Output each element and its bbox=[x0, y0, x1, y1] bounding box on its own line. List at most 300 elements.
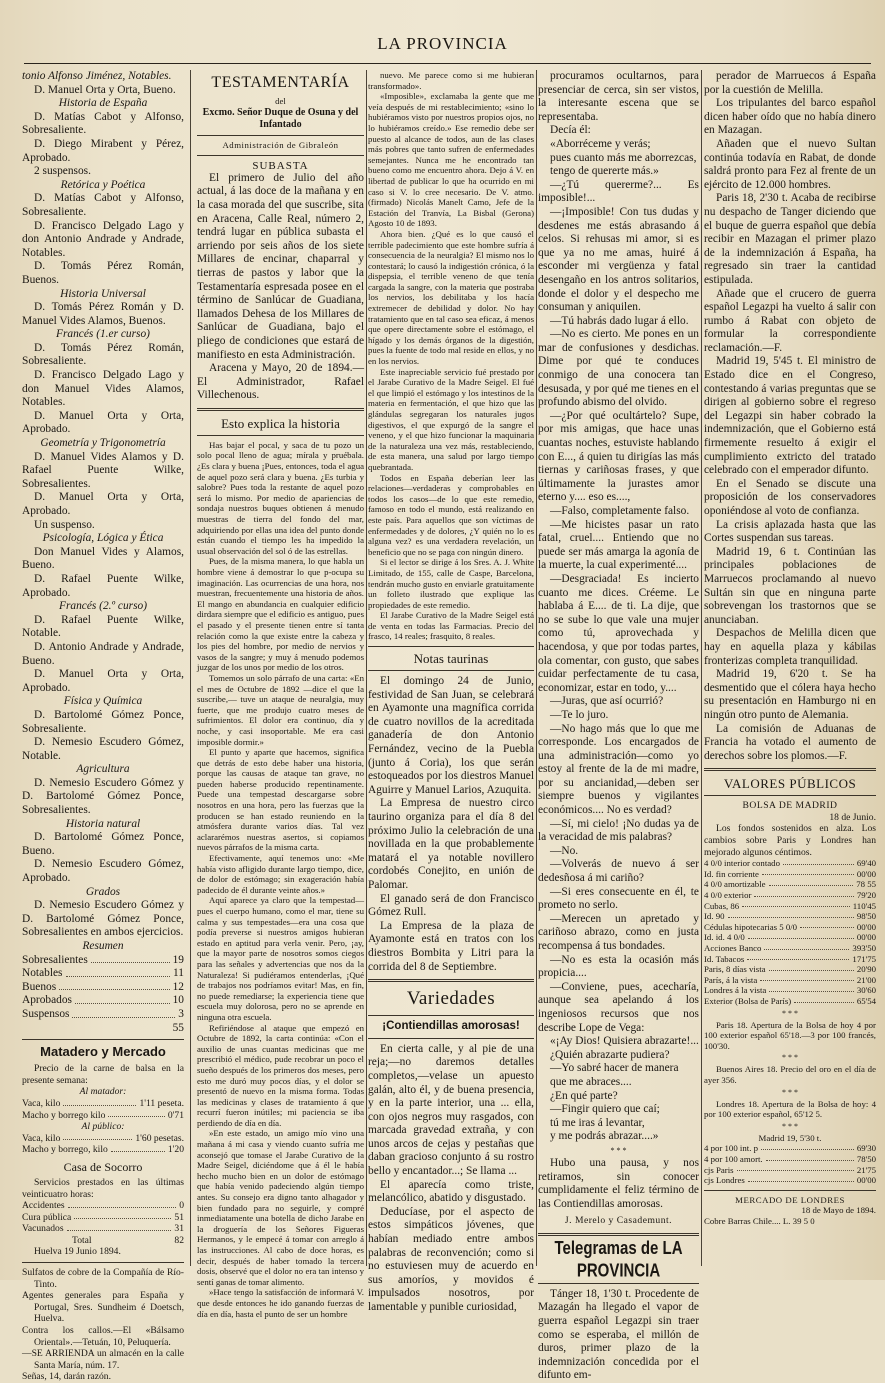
historia-continuation bbox=[368, 70, 534, 642]
result-line: D. Manuel Orta y Orta, Bueno. bbox=[34, 83, 176, 96]
dialogue-line: —¿Por qué ocultártelo? Supe, por mis amigas, que hace unas cuantas noches, estuviste hablando con E..., á quien tu dirigías las más tiernas y cariñosas frases, y que últimamente la jurastes amor eterno y.... eso es...., bbox=[538, 409, 699, 504]
leader-dots bbox=[108, 1110, 164, 1118]
row-value: 1'20 bbox=[167, 1144, 184, 1156]
resumen-row bbox=[22, 954, 184, 968]
row-value: 19 bbox=[172, 953, 184, 966]
row-label: Macho y borrego, kilo bbox=[22, 1144, 108, 1156]
historia-paragraph: »En este estado, un amigo mío vino una mañana á mi casa y viendo cuanto sufría me aconsejó que tomase el Jarabe Curativo de la Madre Seigel, diciéndome que á él le había hecho mucho bien en un dolor de estómago que había venido padeciendo algún tiempo antes. Su consejo era digno tanto alhagador y bien fundado para no seguirle, y compré inmediatamente una botella de dicho Jarabe en la droguería de los Señores Figueras Hermanos, y le empecé á tomar con arreglo á las instrucciones. Al cabo de doce horas, es decir, después de haber tomado la tercera dosis, observé que el dolor no era tan intenso y sentí ganas de tomar alimento. bbox=[197, 1128, 364, 1287]
mercado-title: MERCADO DE LONDRES bbox=[735, 1194, 845, 1205]
row-label: Aprobados bbox=[22, 994, 72, 1007]
row-label: Vaca, kilo bbox=[22, 1132, 61, 1144]
leader-dots bbox=[760, 975, 854, 982]
telegram-paragraph: Añade que el crucero de guerra español Legazpi ha vuelto á salir con rumbo á Rabat con objeto de formular la correspondiente reclamación.—F. bbox=[704, 287, 876, 354]
row-value: 78 55 bbox=[856, 879, 876, 890]
row-value: 69'40 bbox=[856, 858, 876, 869]
dialogue-line: —¿Tú quererme?... Es imposible!... bbox=[538, 178, 699, 205]
socorro-intro: Servicios prestados en las últimas veinticuatro horas: bbox=[22, 1176, 184, 1200]
leader-dots bbox=[794, 996, 854, 1003]
price-row bbox=[22, 1144, 184, 1156]
dialogue-line: pues cuanto más me aborrezcas, bbox=[550, 151, 697, 164]
leader-dots bbox=[766, 1154, 854, 1161]
row-label: Macho y borrego kilo bbox=[22, 1109, 106, 1121]
contiendillas-paragraph: El aparecía como triste, melancólico, abatido y disgustado. bbox=[368, 1178, 534, 1205]
row-label: Paris, 8 días vista bbox=[704, 964, 766, 975]
result-line: tonio Alfonso Jiménez, Notables. bbox=[22, 70, 172, 82]
contiendillas-paragraph: Decía él: bbox=[550, 124, 591, 137]
historia-paragraph: Aquí aparece ya claro que la tempestad—pues el cuerpo humano, como el mar, tiene su calma y sus tempestades—era una cosa que podía preverse si nuestros amigos hubieran estado en aptitud para verla venir. Pero, ¡ay, que la mayor parte de nosotros somos ciegos para las señales y advertencias que nos da la Naturaleza! Si pudiéramos entenderlas, ¡Qué de trabajos nos podríamos evitar! Mas, en fin, no puede remediarse; la experiencia tiene que escuela muy dolorosa, pero no se aprende en ninguna otra escuela. bbox=[197, 895, 364, 1022]
result-line: D. Tomás Pérez Román, Buenos. bbox=[22, 260, 184, 286]
madrid-row bbox=[704, 1143, 876, 1154]
leader-dots bbox=[800, 922, 854, 929]
historia-body bbox=[197, 440, 364, 1319]
subject-heading: Francés (1.er curso) bbox=[56, 328, 150, 341]
bolsa-row bbox=[704, 922, 876, 933]
matadero-subhead: Al público: bbox=[81, 1121, 125, 1133]
result-line: D. Nemesio Escudero Gómez y D. Bartolomé Gómez Ponce, Sobresalientes en ambos ejercicios. bbox=[22, 899, 184, 939]
row-label: 4 0/0 interior contado bbox=[704, 858, 780, 869]
bolsa-row bbox=[704, 954, 876, 965]
row-label: Id. id. 4 0/0 bbox=[704, 932, 745, 943]
ad-line: Sulfatos de cobre de la Compañía de Río-Tinto. bbox=[22, 1267, 184, 1290]
bolsa-table bbox=[704, 858, 876, 1006]
result-line: D. Rafael Puente Wilke, Aprobado. bbox=[22, 572, 184, 599]
historia-paragraph: Ahora bien. ¿Qué es lo que causó el terrible padecimiento que este hombre sufría á consecuencia de la neuralgia? El mismo nos lo contestará; lo causó la indigestión crónica, ó la dispepsia, el terrible veneno de que tenía cargada la sangre, con la materia que postraba los nervios, los debilitaba y los hacía extremecer de debilidad y dolor. No hay tratamiento que en tal caso sea eficaz, á menos que opere directamente sobre el estómago, el hígado y los demás órganos de la digestión, pues la fuente de todo mal reside en ellos, y no en los nervios. bbox=[368, 228, 534, 367]
section-rule bbox=[538, 1233, 699, 1236]
contiendillas-outro: Hubo una pausa, y nos retiramos, sin conocer cumplidamente el feliz término de las Contiendillas amorosas. bbox=[538, 1156, 699, 1210]
resumen-row bbox=[22, 994, 184, 1008]
telegram-paragraph: Madrid 19, 5'45 t. El ministro de Estado dice en el Congreso, contestando á varias preguntas que se dirigen al gobierno sobre el regreso del Legazpi sin haber cobrado la indemnización, que el Gobierno está firmemente resuelto á exigir el cumplimiento extricto del tratado celebrado con el emperador difunto. bbox=[704, 355, 876, 477]
matadero-prices bbox=[22, 1098, 184, 1121]
bolsa-row bbox=[704, 943, 876, 954]
leader-dots bbox=[761, 1143, 854, 1150]
matadero-intro: Precio de la carne de balsa en la presente semana: bbox=[22, 1063, 184, 1086]
column-divider bbox=[366, 70, 367, 1266]
socorro-total-label: Total bbox=[72, 1234, 92, 1246]
row-label: Cura pública bbox=[22, 1211, 72, 1223]
leader-dots bbox=[742, 901, 850, 908]
socorro-row bbox=[22, 1223, 184, 1235]
section-rule bbox=[197, 155, 364, 156]
telegram-paragraph: La comisión de Aduanas de Francia ha votado el aumento de derechos sobre los plomos.—F. bbox=[704, 722, 876, 762]
price-row bbox=[22, 1133, 184, 1145]
result-line: D. Nemesio Escudero Gómez y D. Bartolomé Gómez Ponce, Sobresalientes. bbox=[22, 776, 184, 817]
row-value: 21'00 bbox=[856, 974, 876, 985]
madrid-row bbox=[704, 1165, 876, 1176]
result-line: D. Manuel Orta y Orta, Aprobado. bbox=[22, 668, 184, 694]
dialogue-line: —Sí, mi cielo! ¡No dudas ya de la veracidad de mis palabras? bbox=[538, 817, 699, 844]
subasta-text: El primero de Julio del año actual, á las doce de la mañana y en la casa morada del que suscribe, sita en Aracena, Calle Real, número 2, tendrá lugar en pública subasta el arriendo por seis años de los siete Millares de encinar, chaparral y tierras de pastos y labor que la Testamentaría espresada posee en el término de Sanlúcar de Guadiana, llamados Dehesa de los Millares de Sanlúcar de Guadiana, bajo el pliego de condiciones que estará de manifiesto en esta Administración. bbox=[197, 171, 364, 361]
taurinas-paragraph: La Empresa de nuestro circo taurino organiza para el día 8 del próximo Julio la celebración de una novillada en la que probablemente matará el ya notable novillero cordobés Conejito, en unión de Palomar. bbox=[368, 797, 534, 891]
row-label: cjs Paris bbox=[704, 1164, 734, 1175]
mercado-date: 18 de Mayo de 1894. bbox=[801, 1205, 876, 1216]
leader-dots bbox=[754, 890, 853, 897]
result-line: D. Antonio Andrade y Andrade, Bueno. bbox=[22, 640, 184, 667]
result-line: 2 suspensos. bbox=[34, 165, 91, 178]
subject-heading: Francés (2.º curso) bbox=[59, 600, 147, 613]
leader-dots bbox=[737, 1165, 854, 1172]
section-rule bbox=[368, 670, 534, 671]
telegram-paragraph: perador de Marruecos á España por la cuestión de Melilla. bbox=[704, 70, 876, 96]
bolsa-title: BOLSA DE MADRID bbox=[742, 800, 838, 812]
dialogue-line: «¡Ay Dios! Quisiera abrazarte!... bbox=[550, 1035, 699, 1048]
section-rule bbox=[197, 408, 364, 411]
dialogue-line: —¡Imposible! Con tus dudas y desdenes me estás abrasando á celos. Si rehusas mi amor, si es que ya no me amas, huiré á esconder mi vergüenza y fatal desengaño en los antros solitarios, donde el dolor y el despecho me consuman y aniquilen. bbox=[538, 205, 699, 314]
leader-dots bbox=[728, 911, 854, 918]
resumen-total: 55 bbox=[172, 1021, 184, 1034]
row-value: 1'11 peseta. bbox=[139, 1097, 184, 1109]
leader-dots bbox=[67, 1223, 172, 1231]
row-label: Sobresalientes bbox=[22, 953, 88, 966]
historia-paragraph: »Hace tengo la satisfacción de informará V. que desde entonces he ido ganando fuerzas de día en día, hasta el punto de ser un hombre bbox=[197, 1287, 364, 1319]
ad-line: —SE ARRIENDA un almacén en la calle Santa María, núm. 17. bbox=[22, 1348, 184, 1371]
bolsa-row bbox=[704, 985, 876, 996]
section-rule bbox=[22, 1039, 184, 1040]
leader-dots bbox=[63, 1133, 132, 1141]
row-value: 0'71 bbox=[167, 1109, 184, 1121]
socorro-table bbox=[22, 1200, 184, 1235]
row-value: 171'75 bbox=[852, 953, 876, 964]
historia-paragraph: Este inapreciable servicio fué prestado por el Jarabe Curativo de la Madre Seigel. El fué el que limpió el estómago y los intestinos de la materia en fermentación, el que hizo que las glándulas segregaran los naturales jugos digestivos, el que expurgó de la sangre el veneno, y el que hizo funcionar la maquinaria de la naturaleza una vez más, restableciendo, de esta manera, una salud por largo tiempo quebrantada. bbox=[368, 366, 534, 472]
result-line: D. Rafael Puente Wilke, Notable. bbox=[22, 613, 184, 640]
row-value: 110'45 bbox=[852, 900, 876, 911]
exam-results-list bbox=[22, 70, 184, 954]
taurinas-body bbox=[368, 675, 534, 974]
telegram-paragraph: Añaden que el nuevo Sultan continúa todavía en Rabat, de donde saldrá pronto para Fez al frente de un ejército de 12.000 hombres. bbox=[704, 137, 876, 191]
dialogue-line: —Tú habrás dado lugar á ello. bbox=[550, 314, 689, 327]
result-line: D. Manuel Orta y Orta, Aprobado. bbox=[22, 409, 184, 436]
dialogue-line: —Merecen un apretado y cariñoso abrazo, como en justa recompensa á tus bondades. bbox=[538, 912, 699, 952]
row-label: Id. 90 bbox=[704, 911, 725, 922]
section-rule bbox=[368, 646, 534, 647]
historia-paragraph: Todos en España deberían leer las relaciones—verdaderas y comprobables en todos los casos—de lo que este remedio, famoso en todo el mundo, está realizando en este país. Para aquellos que son víctimas de enfermedades y de dolores, ¿Y quién no lo es alguna vez? es una verdadera revelación, un beneficio que no se paga con ningún dinero. bbox=[368, 472, 534, 557]
bolsa-date: 18 de Junio. bbox=[829, 811, 876, 823]
leader-dots bbox=[72, 1008, 175, 1018]
row-value: 00'00 bbox=[856, 1175, 876, 1186]
row-value: 1'60 pesetas. bbox=[135, 1132, 184, 1144]
contiendillas-paragraph: procuramos ocultarnos, para presenciar de cerca, sin ser vistos, la interesante escena que se representaba. bbox=[538, 70, 699, 123]
historia-paragraph: Refiriéndose al ataque que empezó en Octubre de 1892, la carta continúa: «Con el auxilio de unas cuantas medicinas que me prescribió el médico, pude recobrar un poco el sueño después de los primeros dos meses, pero esto me duró muy pocos días, y el dolor se presentó de nuevo en la misma forma. Todas las medicinas y clases de tratamiento á que recurrí fueron inútiles; mi paciencia se iba perdiendo de día en día. bbox=[197, 1022, 364, 1128]
row-value: 00'00 bbox=[856, 921, 876, 932]
telegram-paragraph: En el Senado se discute una proposición de los conservadores oponiéndose al voto de confianza. bbox=[704, 477, 876, 517]
contiendillas-body bbox=[368, 1043, 534, 1315]
dialogue-line: —Te lo juro. bbox=[550, 708, 609, 721]
bolsa-intro: Los fondos sostenidos en alza. Los cambios sobre Paris y Londres han mejorado algunos céntimos. bbox=[704, 823, 876, 858]
row-label: 4 0/0 amortizable bbox=[704, 879, 766, 890]
leader-dots bbox=[769, 879, 854, 886]
leader-dots bbox=[74, 1212, 171, 1220]
leader-dots bbox=[66, 967, 171, 977]
paris-note: Paris 18. Apertura de la Bolsa de hoy 4 por 100 exterior español 65'18.—3 por 100 francés, 100'30. bbox=[704, 1019, 876, 1051]
historia-paragraph: El Jarabe Curativo de la Madre Seigel está de venta en todas las Farmacias. Precio del frasco, 14 reales; frasquito, 8 reales. bbox=[368, 610, 534, 642]
row-label: Buenos bbox=[22, 980, 57, 993]
dialogue-line: —No es cierto. Me pones en un mar de confusiones y desdichas. Dime por qué te conduces conmigo de una conocera tan desusada, y por qué me tienes en el profundo abismo del olvido. bbox=[538, 328, 699, 409]
taurinas-paragraph: La Empresa de la plaza de Ayamonte está en tratos con los diestros Bombita y Litri para la corrida del 8 de Septiembre. bbox=[368, 919, 534, 973]
socorro-row bbox=[22, 1212, 184, 1224]
row-label: París, á la vista bbox=[704, 974, 758, 985]
subject-heading: Grados bbox=[85, 885, 121, 898]
asterism: * * * bbox=[782, 1087, 798, 1097]
section-rule bbox=[368, 979, 534, 982]
ad-line: Agentes generales para España y Portugal, Sres. Sundheim é Doetsch, Huelva. bbox=[22, 1290, 184, 1325]
section-rule bbox=[197, 135, 364, 136]
row-value: 10 bbox=[172, 994, 184, 1007]
bolsa-row bbox=[704, 890, 876, 901]
dialogue-line: —Yo sabré hacer de manera bbox=[550, 1062, 679, 1075]
ad-line: Contra los callos.—El «Bálsamo Oriental».—Tetuán, 10, Peluquería. bbox=[22, 1325, 184, 1348]
result-line: D. Matías Cabot y Alfonso, Sobresaliente. bbox=[22, 110, 184, 137]
telegram-paragraph: Tánger 18, 1'30 t. Procedente de Mazagán ha llegado el vapor de guerra español Legazpi sin traer como se esperaba, el millón de duros, primer plazo de la indemnización concedida por el difunto em- bbox=[538, 1287, 699, 1382]
resumen-row bbox=[22, 981, 184, 995]
result-line: D. Bartolomé Gómez Ponce, Sobresaliente. bbox=[22, 708, 184, 735]
dialogue-line: y me podrás abrazar....» bbox=[550, 1130, 659, 1143]
resumen-total-row bbox=[22, 1022, 184, 1036]
result-line: D. Bartolomé Gómez Ponce, Bueno. bbox=[22, 831, 184, 857]
socorro-total-row bbox=[22, 1235, 184, 1247]
historia-paragraph: El punto y aparte que hacemos, significa que detrás de esto debe haber una historia, porque las causas de ataque tan grave, no pueden haberse producido repentinamente. Puede una tempestad descargarse sobre nosotros en una hora, pero las fuerzas que la producen se han estado reuniendo en la atmósfera durante varios días. Tal vez aclararémos nuestras asertos, si copiamos nuevos párrafos de la misma carta. bbox=[197, 747, 364, 853]
socorro-date: Huelva 19 Junio 1894. bbox=[34, 1246, 121, 1258]
masthead-title: LA PROVINCIA bbox=[377, 34, 508, 53]
subject-heading: Resumen bbox=[82, 940, 124, 952]
result-line: D. Francisco Delgado Lago y don Manuel Vides Alamos, Notables. bbox=[22, 369, 184, 409]
dialogue-line: —Volverás de nuevo á ser dedesñosa á mi cariño? bbox=[538, 858, 699, 885]
row-label: cjs Londres bbox=[704, 1175, 745, 1186]
subject-heading: Historia Universal bbox=[60, 287, 146, 300]
dialogue-line: tú me iras á levantar, bbox=[550, 1116, 645, 1129]
column-divider bbox=[190, 70, 191, 1266]
subject-heading: Física y Química bbox=[63, 695, 143, 708]
leader-dots bbox=[75, 994, 170, 1004]
row-value: 31 bbox=[174, 1223, 184, 1235]
telegramas-title: Telegramas de LA PROVINCIA bbox=[554, 1237, 683, 1282]
column-divider bbox=[701, 70, 702, 1266]
leader-dots bbox=[783, 858, 854, 865]
historia-paragraph: Has bajar el pocal, y saca de tu pozo un solo pocal lleno de agua; mírala y pruébala. ¿Es clara y buena ¡Pues, entonces, toda el agua de aquel pozo será clara y buena. ¿Es turbia y salobre? Pues toda la restante de aquel pozo será lo mismo. Por medio de apariencias de sondaja nuestros buques obtienen á menudo muestras de tierra del fondo del mar, adquiriendo por ellas una idea del punto donde están cuando el tiempo les ha impedido la usual observación del sol ó de las estrellas. bbox=[197, 439, 364, 556]
section-rule bbox=[704, 795, 876, 796]
dialogue-line: —Fingir quiero que caí; bbox=[550, 1103, 660, 1116]
result-line: Un suspenso. bbox=[34, 518, 95, 531]
section-rule bbox=[538, 1283, 699, 1284]
column-3 bbox=[368, 70, 534, 1313]
dialogue-line: —Si eres consecuente en él, te prometo no serlo. bbox=[538, 885, 699, 912]
telegramas-body bbox=[538, 1288, 699, 1383]
telegram-paragraph: Madrid 19, 6 t. Continúan las principales poblaciones de Marruecos proclamando al nuevo Sultán sin que en ninguna parte sobrevengan los trastornos que se anunciaban. bbox=[704, 545, 876, 626]
row-value: 30'60 bbox=[856, 985, 876, 996]
row-label: Londres á la vista bbox=[704, 985, 767, 996]
subasta-title: SUBASTA bbox=[252, 159, 309, 172]
result-line: D. Manuel Orta y Orta, Aprobado. bbox=[22, 491, 184, 517]
subject-heading: Psicología, Lógica y Ética bbox=[42, 532, 164, 545]
testamentaria-del: del bbox=[275, 96, 286, 106]
row-value: 0 bbox=[179, 1200, 184, 1212]
historia-title: Esto explica la historia bbox=[221, 415, 340, 431]
taurinas-title: Notas taurinas bbox=[413, 651, 489, 667]
socorro-total: 82 bbox=[174, 1234, 184, 1246]
socorro-title: Casa de Socorro bbox=[63, 1159, 143, 1174]
row-label: Exterior (Bolsa de París) bbox=[704, 995, 792, 1006]
leader-dots bbox=[769, 964, 854, 971]
matadero-title: Matadero y Mercado bbox=[40, 1044, 166, 1060]
bolsa-row bbox=[704, 901, 876, 912]
result-line: Don Manuel Vides y Alamos, Bueno. bbox=[22, 545, 184, 572]
telegramas-continuation bbox=[704, 70, 876, 763]
bolsa-row bbox=[704, 911, 876, 922]
row-label: Accidentes bbox=[22, 1200, 65, 1212]
section-rule bbox=[368, 1015, 534, 1016]
madrid-table bbox=[704, 1143, 876, 1185]
mercado-row: Cobre Barras Chile.... L. 39 5 0 bbox=[704, 1215, 815, 1226]
historia-paragraph: Tomemos un solo párrafo de una carta: «En el mes de Octubre de 1892 —dice el que la suscribe,— tuve un ataque de neuralgia, muy fuerte, que me produjo cuatro meses de sufrimientos. El dolor era continuo, día y noche, y casi insoportable. Me era casi imposible dormir.» bbox=[197, 672, 364, 747]
dialogue-line: —Conviene, pues, acecharía, aunque sea apelando á los ingeniosos recursos que nos describe Lope de Vega: bbox=[538, 980, 699, 1034]
asterism: * * * bbox=[782, 1121, 798, 1131]
row-value: 20'90 bbox=[856, 964, 876, 975]
row-label: 4 por 100 amort. bbox=[704, 1153, 763, 1164]
taurinas-paragraph: El domingo 24 de Junio, festividad de San Juan, se celebrará en Ayamonte una magnífica corrida de cuatro novillos de la acreditada ganadería de don Antonio Fernández, vecino de la Puebla (junto á Coria), los que serán estoqueados por los diestros Manuel Aguirre y Manuel Larios, Azuquita. bbox=[368, 675, 534, 796]
row-value: 3 bbox=[178, 1007, 184, 1020]
asterism: * * * bbox=[782, 1053, 798, 1063]
leader-dots bbox=[748, 1175, 854, 1182]
row-label: Id. Tabacos bbox=[704, 953, 745, 964]
leader-dots bbox=[111, 1144, 165, 1152]
socorro-row bbox=[22, 1200, 184, 1212]
row-label: Notables bbox=[22, 967, 63, 980]
asterism: * * * bbox=[782, 1008, 798, 1018]
section-rule bbox=[197, 435, 364, 436]
section-rule bbox=[368, 1038, 534, 1039]
resumen-row bbox=[22, 1008, 184, 1022]
row-label: Vacunados bbox=[22, 1223, 64, 1235]
subject-heading: Historia natural bbox=[65, 817, 141, 830]
dialogue-line: —No es esta la ocasión más propicia.... bbox=[538, 953, 699, 980]
row-value: 00'00 bbox=[856, 932, 876, 943]
telegram-paragraph: Los tripulantes del barco español dicen haber oído que no había dinero en Mazagan. bbox=[704, 97, 876, 137]
bolsa-row bbox=[704, 879, 876, 890]
dialogue-line: —No hago más que lo que me corresponde. Los encargados de una administración—como yo estoy al frente de la de mi madre, por su ancianidad,—deben ser siempre buenos y vigilantes económicos.... No es verdad? bbox=[538, 722, 699, 817]
subject-heading: Historia de España bbox=[58, 97, 148, 110]
row-value: 21'75 bbox=[856, 1164, 876, 1175]
dialogue-line: —No. bbox=[550, 844, 579, 857]
column-5 bbox=[704, 70, 876, 1270]
valores-title: VALORES PÚBLICOS bbox=[723, 776, 857, 792]
buenos-aires-note: Buenos Aires 18. Precio del oro en el día de ayer 356. bbox=[704, 1064, 876, 1085]
row-label: Cédulas hipotecarias 5 0/0 bbox=[704, 921, 798, 932]
masthead-rule bbox=[24, 63, 871, 64]
telegram-paragraph: Despachos de Melilla dicen que hay en aquella plaza y kábilas fronterizas completa tranquilidad. bbox=[704, 627, 876, 667]
leader-dots bbox=[63, 1098, 136, 1106]
row-value: 51 bbox=[174, 1211, 184, 1223]
row-value: 393'50 bbox=[852, 943, 876, 953]
ad-line: Señas, 14, darán razón. bbox=[22, 1371, 111, 1383]
leader-dots bbox=[764, 943, 849, 950]
row-value: 78'50 bbox=[856, 1153, 876, 1164]
madrid-row bbox=[704, 1154, 876, 1165]
row-label: Suspensos bbox=[22, 1007, 70, 1020]
testamentaria-subtitle: Excmo. Señor Duque de Osuna y del Infantado bbox=[202, 106, 359, 130]
row-value: 65'54 bbox=[856, 995, 876, 1006]
subject-heading: Agricultura bbox=[76, 763, 130, 776]
resumen-table bbox=[22, 954, 184, 1022]
leader-dots bbox=[747, 954, 849, 961]
leader-dots bbox=[68, 1200, 177, 1208]
row-value: 69'30 bbox=[856, 1143, 876, 1154]
classified-ads bbox=[22, 1267, 184, 1383]
historia-paragraph: nuevo. Me parece como si me hubieran transformado». bbox=[368, 70, 534, 91]
matadero-prices bbox=[22, 1133, 184, 1156]
resumen-row bbox=[22, 967, 184, 981]
variedades-title: Variedades bbox=[406, 988, 496, 1010]
section-rule bbox=[704, 768, 876, 771]
telegram-paragraph: Madrid 19, 6'20 t. Se ha desmentido que el cólera haya hecho su presentación en Hamburgo ni en ningún otro punto de Alemania. bbox=[704, 668, 876, 721]
price-row bbox=[22, 1098, 184, 1110]
dialogue-line: —Desgraciada! Es incierto cuanto me dices. Créeme. Le hablaba á E.... de ti. La dije, que no se sube lo que vale una mujer como tú, aprovechada y hacendosa, y que por todas partes, ola comentar, con gusto, que sabes cuidar perfectamente de tu casa, economizar, estar en todo, y.... bbox=[538, 572, 699, 694]
section-rule bbox=[22, 1262, 184, 1263]
historia-paragraph: Si el lector se dirige á los Sres. A. J. White Limitado, de 155, calle de Caspe, Barcelona, tendrán mucho gusto en enviarle gratuitamente un folleto ilustrado que explique las propiedades de este remedio. bbox=[368, 557, 534, 610]
section-rule bbox=[704, 1190, 876, 1191]
row-value: 98'50 bbox=[856, 911, 876, 922]
contiendillas-paragraph: Deducíase, por el aspecto de estos simpáticos jóvenes, que habían mediado entre ambos palabras de reconvención; como si no estuviesen muy de acuerdo en sus amoríos, y movidos é impulsados nosotros, por lamentable y punible curiosidad, bbox=[368, 1205, 534, 1313]
result-line: D. Matías Cabot y Alfonso, Sobresaliente. bbox=[22, 192, 184, 218]
column-divider bbox=[536, 70, 537, 1266]
column-2 bbox=[197, 70, 364, 1319]
contiendillas-author: J. Merelo y Casademunt. bbox=[564, 1215, 673, 1227]
bolsa-row bbox=[704, 932, 876, 943]
leader-dots bbox=[91, 954, 170, 964]
row-label: Id. fin corriente bbox=[704, 868, 759, 879]
asterism: * * * bbox=[610, 1145, 627, 1155]
contiendillas-continuation bbox=[538, 70, 699, 138]
leader-dots bbox=[769, 985, 854, 992]
column-1 bbox=[22, 70, 184, 1383]
column-4 bbox=[538, 70, 699, 1382]
historia-paragraph: «Imposible», exclamaba la gente que me veía después de mi restablecimiento; «sino lo hubiéramos visto por nuestros propios ojos, no lo hubiéramos creído.» Ese remedio debe ser puesto al alcance de todos, aun de las clases más pobres que tanto sufren de enfermedades semejantes. Nunca me he encontrado tan bueno como me encuentro ahora. Dejo á V. en libertad de publicar lo que ha ocurrido en mi caso si V. lo cree necesario. De V. atmo. (firmado) Nicolás Manelt Camo, Jefe de la Estación del Tranvía, La Bisbal (Gerona) Agosto 10 de 1893. bbox=[368, 91, 534, 229]
dialogue-line: —Juras, que así ocurrió? bbox=[550, 695, 664, 708]
subasta-signature: Aracena y Mayo, 20 de 1894.—El Administrador, Rafael Villechenous. bbox=[197, 362, 364, 402]
londres-note: Londres 18. Apertura de la Bolsa de hoy: 4 por 100 exterior español, 65'12 5. bbox=[704, 1098, 876, 1120]
historia-paragraph: Pues, de la misma manera, lo que habla un hombre viene á demostrar lo que p-ocupa su imaginación. Las ocurrencias de una hora, nos muestran, frecuentemente una historia de años. El mango en abundancia en cualquier edificio dirdara siempre que el edificio es antiguo, pues el pasado y el presente tienen entre sí tanta relación como la que existe entre la cabeza y los pies del hombre, por medio de nervios y vasos de la sangre; y muy á menudo podemos juzgar de los unos por medio de los otros. bbox=[197, 556, 364, 673]
leader-dots bbox=[762, 869, 854, 876]
dialogue-line: —Falso, completamente falso. bbox=[550, 505, 690, 517]
administracion-label: Administración de Gibraleón bbox=[222, 140, 339, 150]
row-value: 11 bbox=[173, 967, 184, 980]
row-label: 4 por 100 int. p bbox=[704, 1143, 759, 1154]
bolsa-row bbox=[704, 975, 876, 986]
dialogue-line: ¿Quién abrazarte pudiera? bbox=[550, 1048, 670, 1061]
taurinas-paragraph: El ganado será de don Francisco Gómez Rull. bbox=[368, 892, 534, 919]
subject-heading: Geometría y Trigonometría bbox=[40, 437, 166, 450]
contiendillas-title: ¡Contiendillas amorosas! bbox=[382, 1020, 520, 1033]
contiendillas-paragraph: En cierta calle, y al pie de una reja;—no daremos detalles completos,—velase un apuesto galán, alto él, y de buena presencia, y en la parte interior, una ... ella, con ojos negros muy rasgados, con marcada gravedad extraña, y con unos arcos de cejas y pestañas que daban gracioso conjunto á su rostro bello y encantador...; Se llama ... bbox=[368, 1042, 534, 1178]
bolsa-row bbox=[704, 996, 876, 1007]
telegram-paragraph: Paris 18, 2'30 t. Acaba de recibirse nu despacho de Tanger diciendo que el buque de guerra español que debía recibir en Mazagan el primer plazo de la indemnización á España, ha regresado sin traer la cantidad estipulada. bbox=[704, 192, 876, 286]
result-line: D. Tomás Pérez Román y D. Manuel Vides Alamos, Buenos. bbox=[22, 301, 184, 327]
madrid-row bbox=[704, 1175, 876, 1186]
result-line: D. Francisco Delgado Lago y don Antonio Andrade y Andrade, Notables. bbox=[22, 219, 184, 259]
leader-dots bbox=[748, 932, 854, 939]
dialogue-line: que me abraces.... bbox=[550, 1075, 632, 1088]
result-line: D. Manuel Vides Alamos y D. Rafael Puente Wilke, Sobresalientes. bbox=[22, 450, 184, 490]
row-label: 4 0/0 exterior bbox=[704, 890, 752, 901]
telegram-paragraph: La crisis aplazada hasta que las Cortes suspendan sus tareas. bbox=[704, 518, 876, 545]
bolsa-row bbox=[704, 964, 876, 975]
bolsa-row bbox=[704, 858, 876, 869]
subject-heading: Retórica y Poética bbox=[60, 178, 146, 191]
result-line: D. Nemesio Escudero Gómez, Aprobado. bbox=[22, 858, 184, 885]
result-line: D. Diego Mirabent y Pérez, Aprobado. bbox=[22, 137, 184, 164]
leader-dots bbox=[59, 981, 169, 991]
result-line: D. Tomás Pérez Román, Sobresaliente. bbox=[22, 341, 184, 368]
testamentaria-title: TESTAMENTARÍA bbox=[211, 74, 350, 91]
matadero-subhead: Al matador: bbox=[79, 1086, 127, 1098]
row-label: Cubas, 86 bbox=[704, 900, 740, 911]
